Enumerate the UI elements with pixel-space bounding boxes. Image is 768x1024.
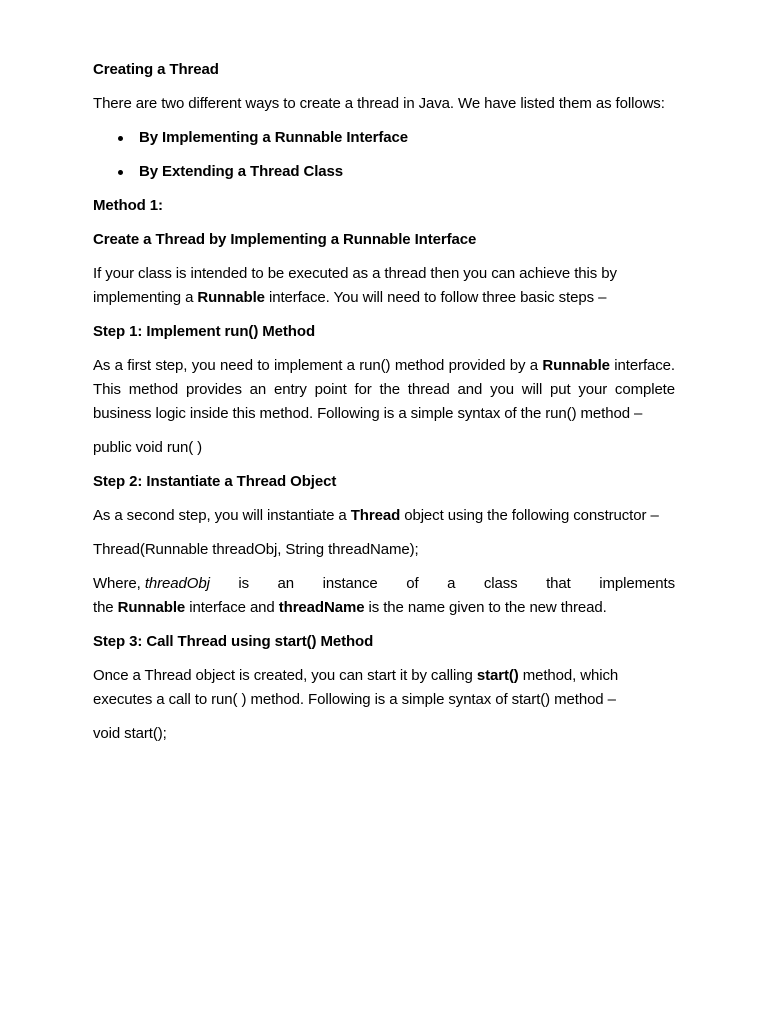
step3-paragraph (93, 664, 675, 712)
text-run: is the name given to the new thread. (364, 599, 607, 616)
list-item-label: By Extending a Thread Class (139, 163, 344, 180)
text-run: interface. This method provides an entry point for the thread and you will put your complete business logic inside this method. Following is a simple syntax of the run() method – (93, 357, 675, 422)
text-run: implements (599, 575, 675, 592)
text-run: interface. You will need to follow three basic steps – (264, 289, 607, 306)
list-item-label: By Implementing a Runnable Interface (139, 129, 408, 146)
text-run: an (277, 575, 295, 592)
code-line-thread: Thread(Runnable threadObj, String threadName); (93, 541, 419, 558)
step1-heading: Step 1: Implement run() Method (93, 323, 316, 340)
list-item (93, 126, 675, 150)
text-run: method, which executes a call to run( ) method. Following is a simple syntax of start() method – (93, 667, 619, 708)
step1-paragraph (93, 354, 675, 426)
text-run: object using the following constructor – (400, 507, 659, 524)
bullet-icon (118, 170, 123, 175)
intro-paragraph: There are two different ways to create a thread in Java. We have listed them as follows: (93, 95, 665, 112)
text-run: that (546, 575, 571, 592)
step2-heading: Step 2: Instantiate a Thread Object (93, 473, 337, 490)
step2-paragraph (93, 504, 675, 528)
bold-term: Runnable (197, 289, 265, 306)
text-run: of (406, 575, 419, 592)
list-item (93, 160, 675, 184)
bold-term: Thread (350, 507, 401, 524)
text-run: As a second step, you will instantiate a (93, 507, 351, 524)
bold-term: start() (476, 667, 519, 684)
text-run: If your class is intended to be executed as a thread then you can achieve this by implementing a (93, 265, 617, 306)
bold-term: Runnable (117, 599, 186, 616)
bold-term: threadName (278, 599, 365, 616)
text-run: interface and (185, 599, 279, 616)
document-body (93, 58, 675, 756)
text-run: instance (322, 575, 378, 592)
where-paragraph (93, 572, 675, 620)
text-run: As a first step, you need to implement a run() method provided by a (93, 357, 543, 374)
text-run: class (483, 575, 518, 592)
where-line-2 (93, 596, 675, 620)
italic-term: threadObj (144, 575, 210, 592)
bold-term: Runnable (542, 357, 610, 374)
method-label: Method 1: (93, 197, 163, 214)
methods-list (93, 126, 675, 184)
text-run: Once a Thread object is created, you can start it by calling (93, 667, 477, 684)
code-line-run: public void run( ) (93, 439, 203, 456)
step3-heading: Step 3: Call Thread using start() Method (93, 633, 374, 650)
method-heading: Create a Thread by Implementing a Runnable Interface (93, 231, 477, 248)
section-title: Creating a Thread (93, 61, 219, 78)
text-run: is (238, 575, 249, 592)
method-intro-paragraph (93, 262, 675, 310)
code-line-start: void start(); (93, 725, 167, 742)
text-run: Where, (93, 575, 141, 592)
bullet-icon (118, 136, 123, 141)
where-line-1 (93, 572, 675, 596)
text-run: the (93, 599, 118, 616)
text-run: a (447, 575, 456, 592)
